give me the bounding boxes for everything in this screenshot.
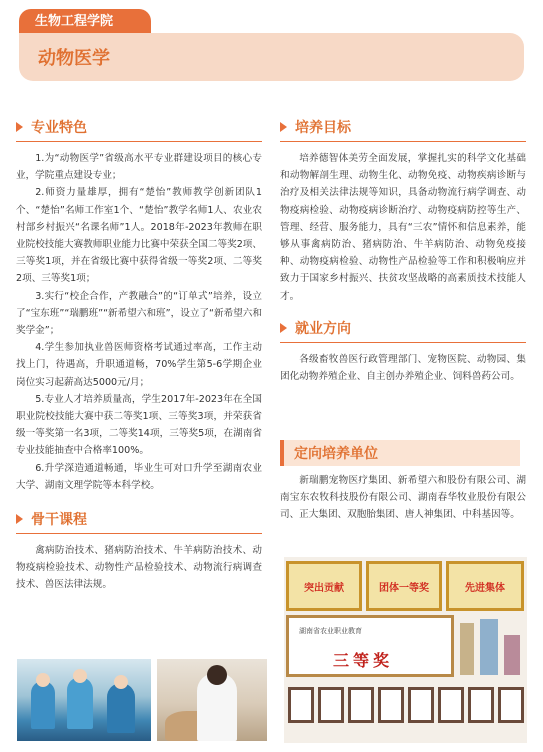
features-heading — [16, 116, 262, 138]
core-courses-title: 骨干课程 — [31, 512, 87, 529]
triangle-icon — [280, 323, 287, 333]
triangle-icon — [16, 514, 23, 524]
targeted-title: 定向培养单位 — [294, 446, 378, 462]
trophy-icon — [480, 619, 498, 675]
lab-training-photo — [17, 659, 151, 741]
core-courses-text: 禽病防治技术、猪病防治技术、牛羊病防治技术、动物疫病检验技术、动物性产品检验技术、动物流行病调查技术、兽医法律法规。 — [16, 545, 262, 591]
feature-item: 5.专业人才培养质量高，学生2017年-2023年在全国职业院校技能大赛中获二等奖1项、三等奖3项，并荣获省级一等奖第一名3项，二等奖14项，三等奖5项，在湖南省专业技能抽查中合格率100%。 — [16, 393, 262, 457]
section-divider — [280, 141, 526, 142]
plaque-icon — [468, 687, 494, 723]
animal-care-photo — [157, 659, 267, 741]
plaque-icon — [288, 687, 314, 723]
plaque-icon — [438, 687, 464, 723]
left-column — [16, 116, 262, 594]
trophy-icon — [460, 623, 474, 675]
section-divider — [16, 141, 262, 142]
trophy-icon — [504, 635, 520, 675]
feature-item: 4.学生参加执业兽医师资格考试通过率高，工作主动找上门，待遇高，升职通道畅，70%学生第5-6学期企业岗位实习起薪高达5000元/月； — [16, 342, 262, 388]
feature-item: 3.实行“校企合作，产教融合”的“订单式”培养，设立了“宝东班”“瑞鹏班”“新希望六和班”，设立了“新希望六和奖学金”； — [16, 290, 262, 337]
plaque-icon — [378, 687, 404, 723]
plaque-icon — [408, 687, 434, 723]
targeted-heading — [280, 440, 520, 466]
goals-text: 培养德智体美劳全面发展，掌握扎实的科学文化基础和动物解剖生理、动物生化、动物免疫、动物疾病诊断与治疗及相关法律法规等知识，具备动物流行病学调查、动物疫病检验、动物疫病诊断治疗、动物疫病防控等生产、管理、经营、服务能力，具有“三农”情怀和信息素养，能够从事禽病防治、猪病防治、牛羊病防治、动物免疫接种、动物疫病检验、动物性产品检验等工作和积极响应并致力于国家乡村振兴、扶贫攻坚战略的高素质技术技能人才。 — [280, 153, 526, 302]
award-certificate: 团体一等奖 — [366, 561, 442, 611]
triangle-icon — [280, 122, 287, 132]
right-column — [280, 116, 526, 385]
triangle-icon — [16, 122, 23, 132]
core-courses-heading — [16, 508, 262, 530]
plaque-icon — [498, 687, 524, 723]
goals-heading — [280, 116, 526, 138]
awards-photo — [284, 557, 527, 743]
employment-text: 各级畜牧兽医行政管理部门、宠物医院、动物园、集团化动物养殖企业、自主创办养殖企业、饲料兽药公司。 — [280, 353, 526, 383]
feature-item: 6.升学深造通道畅通，毕业生可对口升学至湖南农业大学、湖南文理学院等本科学校。 — [16, 462, 262, 491]
targeted-text: 新瑞鹏宠物医疗集团、新希望六和股份有限公司、湖南宝东农牧科技股份有限公司、湖南春华牧业股份有限公司、正大集团、双胞胎集团、唐人神集团、中科基因等。 — [280, 475, 526, 521]
accent-bar — [280, 440, 284, 466]
employment-title: 就业方向 — [295, 320, 351, 337]
features-title: 专业特色 — [31, 120, 87, 136]
college-tab: 生物工程学院 — [19, 9, 151, 35]
section-divider — [280, 342, 526, 343]
feature-item: 2.师资力量雄厚，拥有“楚怡”教师教学创新团队1个、“楚怡”名师工作室1个、“楚怡”教学名师1人、农业农村部乡村振兴“名课名师”1人。2018年-2023年教师在职业院校技能大赛教师职业能力比赛中荣获全国二等奖2项、三等奖1项，并在省级比赛中获得省级一等奖2项、二等奖2项、三等奖1项； — [16, 187, 262, 285]
major-title: 动物医学 — [38, 48, 110, 69]
employment-heading — [280, 317, 526, 339]
award-certificate: 先进集体 — [446, 561, 524, 611]
plaque-icon — [348, 687, 374, 723]
section-divider — [16, 533, 262, 534]
award-certificate-large: 湖南省农业职业教育 三等奖 — [286, 615, 454, 677]
feature-item: 1.为“动物医学”省级高水平专业群建设项目的核心专业，学院重点建设专业； — [16, 153, 262, 182]
plaque-icon — [318, 687, 344, 723]
award-certificate: 突出贡献 — [286, 561, 362, 611]
goals-title: 培养目标 — [295, 120, 351, 136]
